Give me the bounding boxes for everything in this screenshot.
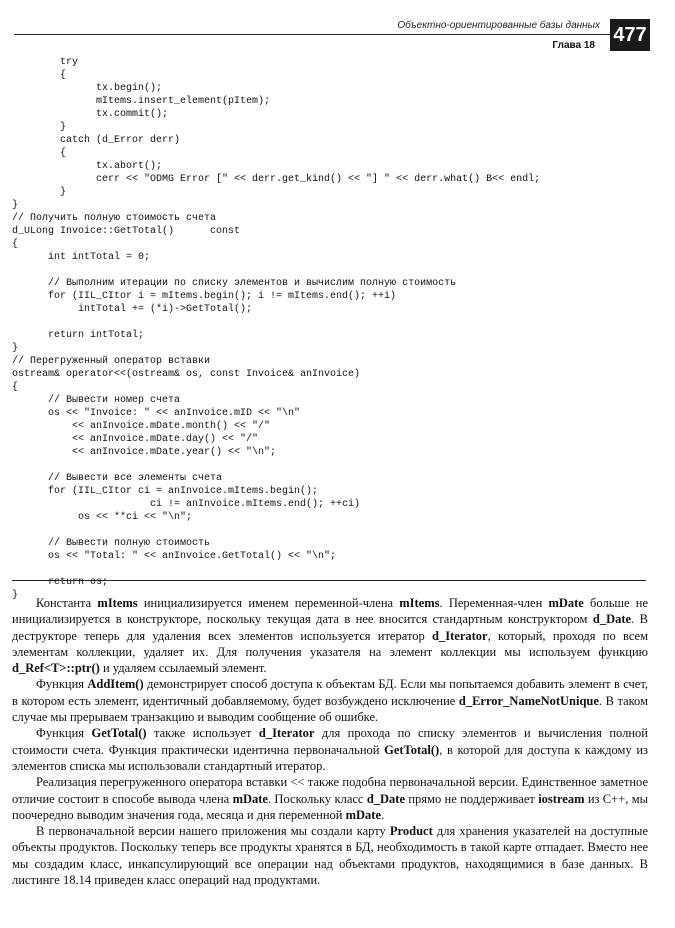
bold-term: Product <box>389 824 433 839</box>
code-line: mItems.insert_element(pItem); <box>12 96 271 107</box>
code-divider <box>12 580 646 581</box>
bold-term: GetTotal() <box>384 742 440 757</box>
text-run: Константа <box>36 596 98 610</box>
code-line: } <box>12 590 19 601</box>
text-run: . В деструкторе теперь для удаления всех элементов используется итератор <box>12 612 648 643</box>
bold-term: d_Ref<T>::ptr() <box>12 661 100 676</box>
code-line: return os; <box>12 577 109 588</box>
code-line: } <box>12 187 67 198</box>
bold-term: d_Date <box>592 612 632 627</box>
code-line: tx.commit(); <box>12 109 169 120</box>
paragraph <box>12 823 648 888</box>
paragraph <box>12 595 648 676</box>
text-run: также использует <box>146 726 259 741</box>
text-run: инициализируется именем переменной-члена <box>137 596 400 610</box>
running-title: Объектно-ориентированные базы данных <box>397 20 600 31</box>
code-line: return intTotal; <box>12 330 145 341</box>
text-run: для хранения указателей на доступные объекты продуктов. Поскольку теперь все продукты хранятся в БД, необходимость в такой карте отпадает. Вместо нее мы создадим класс, инкапсулирующий все операции над объектами продуктов, находящимися в базе данных. В листинге 18.14 приведен класс операций над продуктами. <box>12 824 648 888</box>
bold-term: mItems <box>399 596 440 610</box>
code-line: ostream& operator<<(ostream& os, const Invoice& anInvoice) <box>12 369 361 380</box>
code-line: { <box>12 148 67 159</box>
code-line: // Вывести номер счета <box>12 395 181 406</box>
bold-term: d_Error_NameNotUnique <box>458 693 599 708</box>
code-line: d_ULong Invoice::GetTotal() const <box>12 226 241 237</box>
code-line: } <box>12 122 67 133</box>
text-run: Функция <box>36 726 92 741</box>
text-run: . Переменная-член <box>439 596 549 610</box>
bold-term: AddItem() <box>87 677 144 692</box>
text-run: , в которой для доступа к каждому из элементов списка мы использовали стандартный итератор. <box>12 742 648 773</box>
code-line: int intTotal = 0; <box>12 252 151 263</box>
code-line: tx.abort(); <box>12 161 163 172</box>
text-run: из С++, мы поочередно выводим значения года, месяца и дня переменной <box>12 791 649 822</box>
bold-term: GetTotal() <box>91 726 147 741</box>
code-line: // Получить полную стоимость счета <box>12 213 217 224</box>
code-line: } <box>12 200 19 211</box>
code-line: for (IIL_CItor i = mItems.begin(); i != mItems.end(); ++i) <box>12 291 397 302</box>
code-line: intTotal += (*i)->GetTotal(); <box>12 304 253 315</box>
body-text <box>12 595 648 888</box>
text-run: для прохода по списку элементов и вычисления полной стоимости счета. Функция практически идентична первоначальной <box>12 726 648 757</box>
bold-term: mDate <box>548 596 584 610</box>
code-line: // Выполним итерации по списку элементов и вычислим полную стоимость <box>12 278 457 289</box>
code-line: tx.begin(); <box>12 83 163 94</box>
code-listing <box>12 56 642 602</box>
bold-term: d_Iterator <box>432 628 488 643</box>
code-line: << anInvoice.mDate.year() << "\n"; <box>12 447 277 458</box>
code-line: // Перегруженный оператор вставки <box>12 356 211 367</box>
bold-term: mDate <box>232 791 268 806</box>
code-line: cerr << "ODMG Error [" << derr.get_kind() << "] " << derr.what() B<< endl; <box>12 174 541 185</box>
code-line: os << "Total: " << anInvoice.GetTotal() << "\n"; <box>12 551 337 562</box>
bold-term: d_Date <box>366 791 406 806</box>
bold-term: d_Iterator <box>258 726 315 741</box>
text-run: и удаляем ссылаемый элемент. <box>99 661 267 676</box>
text-run: Реализация перегруженного оператора вставки << также подобна первоначальной версии. Единственное заметное отличие состоит в способе вывода члена <box>12 775 648 806</box>
text-run: . В таком случае мы прерываем транзакцию и выводим сообщение об ошибке. <box>12 693 648 725</box>
code-line: ci != anInvoice.mItems.end(); ++ci) <box>12 499 361 510</box>
code-line: try <box>12 57 79 68</box>
code-line: // Вывести полную стоимость <box>12 538 211 549</box>
code-line: << anInvoice.mDate.day() << "/" <box>12 434 259 445</box>
code-line: } <box>12 343 19 354</box>
code-line: << anInvoice.mDate.month() << "/" <box>12 421 271 432</box>
code-line: os << "Invoice: " << anInvoice.mID << "\n" <box>12 408 301 419</box>
code-line: for (IIL_CItor ci = anInvoice.mItems.begin(); <box>12 486 319 497</box>
text-run: , который, проходя по всем элементам коллекции, удаляет их. Для получения указателя на элемент коллекции мы используем функцию <box>12 628 648 659</box>
chapter-label: Глава 18 <box>552 40 595 51</box>
text-run: прямо не поддерживает <box>405 791 539 806</box>
text-run: больше не инициализируется в конструкторе, поскольку текущая дата в нее вносится стандартным конструктором <box>12 596 649 627</box>
code-line: { <box>12 239 19 250</box>
paragraph <box>12 676 648 725</box>
text-run: . <box>381 807 385 822</box>
paragraph <box>12 725 648 774</box>
code-line: catch (d_Error derr) <box>12 135 181 146</box>
bold-term: mItems <box>97 596 138 610</box>
header-rule <box>14 34 614 35</box>
bold-term: mDate <box>345 807 381 822</box>
code-line: { <box>12 70 67 81</box>
code-line: { <box>12 382 19 393</box>
code-line: // Вывести все элементы счета <box>12 473 223 484</box>
text-run: демонстрирует способ доступа к объектам БД. Если мы попытаемся добавить элемент в счет, в котором есть элемент, идентичный добавляемому, будет возбуждено исключение <box>12 677 648 708</box>
code-line: os << **ci << "\n"; <box>12 512 193 523</box>
text-run: В первоначальной версии нашего приложения мы создали карту <box>36 824 390 839</box>
text-run: . Поскольку класс <box>267 791 367 806</box>
bold-term: iostream <box>538 791 585 806</box>
text-run: Функция <box>36 677 88 692</box>
page-number: 477 <box>610 19 650 51</box>
paragraph <box>12 774 648 823</box>
